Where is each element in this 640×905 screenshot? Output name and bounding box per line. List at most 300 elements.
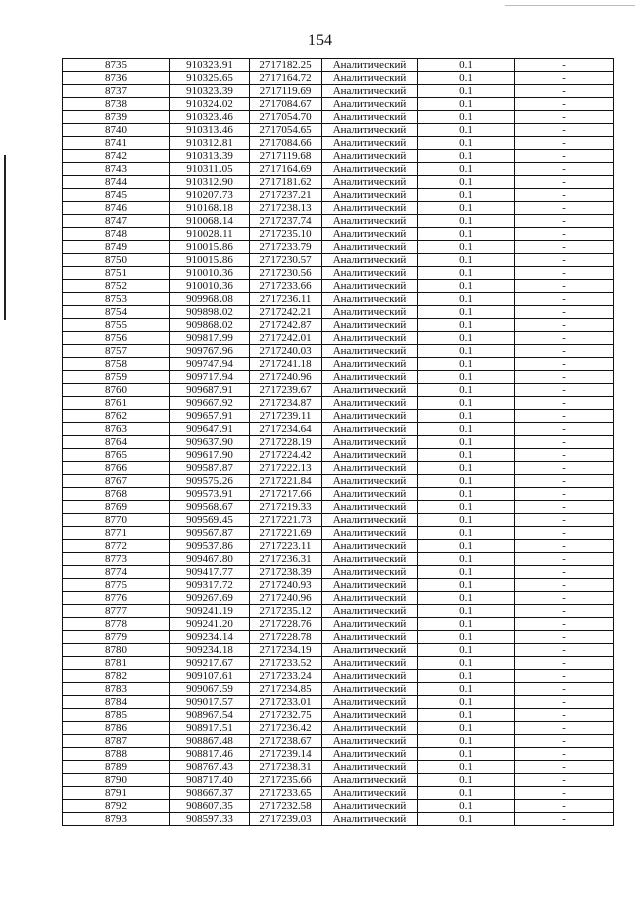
table-row (63, 280, 614, 293)
note-cell: - (515, 254, 614, 267)
point-number-cell: 8735 (63, 59, 170, 72)
accuracy-cell: 0.1 (418, 540, 515, 553)
note-cell: - (515, 527, 614, 540)
method-cell: Аналитический (322, 644, 418, 657)
x-coordinate-cell: 910010.36 (170, 267, 250, 280)
y-coordinate-cell: 2717230.56 (250, 267, 322, 280)
x-coordinate-cell: 908667.37 (170, 787, 250, 800)
table-row (63, 332, 614, 345)
table-row (63, 514, 614, 527)
x-coordinate-cell: 909267.69 (170, 592, 250, 605)
point-number-cell: 8788 (63, 748, 170, 761)
method-cell: Аналитический (322, 85, 418, 98)
point-number-cell: 8774 (63, 566, 170, 579)
note-cell: - (515, 644, 614, 657)
note-cell: - (515, 397, 614, 410)
method-cell: Аналитический (322, 774, 418, 787)
note-cell: - (515, 501, 614, 514)
note-cell: - (515, 267, 614, 280)
note-cell: - (515, 488, 614, 501)
point-number-cell: 8773 (63, 553, 170, 566)
point-number-cell: 8770 (63, 514, 170, 527)
note-cell: - (515, 709, 614, 722)
x-coordinate-cell: 910207.73 (170, 189, 250, 202)
point-number-cell: 8768 (63, 488, 170, 501)
y-coordinate-cell: 2717240.96 (250, 592, 322, 605)
method-cell: Аналитический (322, 280, 418, 293)
note-cell: - (515, 657, 614, 670)
note-cell: - (515, 358, 614, 371)
x-coordinate-cell: 909968.08 (170, 293, 250, 306)
table-row (63, 202, 614, 215)
y-coordinate-cell: 2717240.96 (250, 371, 322, 384)
accuracy-cell: 0.1 (418, 423, 515, 436)
table-row (63, 605, 614, 618)
table-row (63, 319, 614, 332)
point-number-cell: 8747 (63, 215, 170, 228)
table-row (63, 59, 614, 72)
table-row (63, 800, 614, 813)
point-number-cell: 8787 (63, 735, 170, 748)
note-cell: - (515, 735, 614, 748)
table-row (63, 722, 614, 735)
note-cell: - (515, 774, 614, 787)
accuracy-cell: 0.1 (418, 735, 515, 748)
accuracy-cell: 0.1 (418, 501, 515, 514)
note-cell: - (515, 85, 614, 98)
accuracy-cell: 0.1 (418, 215, 515, 228)
accuracy-cell: 0.1 (418, 150, 515, 163)
point-number-cell: 8763 (63, 423, 170, 436)
method-cell: Аналитический (322, 371, 418, 384)
y-coordinate-cell: 2717223.11 (250, 540, 322, 553)
x-coordinate-cell: 908717.40 (170, 774, 250, 787)
method-cell: Аналитический (322, 306, 418, 319)
point-number-cell: 8793 (63, 813, 170, 826)
table-row (63, 488, 614, 501)
table-row (63, 150, 614, 163)
method-cell: Аналитический (322, 787, 418, 800)
margin-binding-mark (4, 155, 6, 320)
method-cell: Аналитический (322, 319, 418, 332)
table-row (63, 683, 614, 696)
method-cell: Аналитический (322, 410, 418, 423)
point-number-cell: 8765 (63, 449, 170, 462)
x-coordinate-cell: 909234.14 (170, 631, 250, 644)
point-number-cell: 8743 (63, 163, 170, 176)
x-coordinate-cell: 908767.43 (170, 761, 250, 774)
accuracy-cell: 0.1 (418, 683, 515, 696)
table-row (63, 241, 614, 254)
note-cell: - (515, 605, 614, 618)
note-cell: - (515, 280, 614, 293)
note-cell: - (515, 319, 614, 332)
method-cell: Аналитический (322, 566, 418, 579)
accuracy-cell: 0.1 (418, 345, 515, 358)
x-coordinate-cell: 909717.94 (170, 371, 250, 384)
point-number-cell: 8771 (63, 527, 170, 540)
accuracy-cell: 0.1 (418, 267, 515, 280)
accuracy-cell: 0.1 (418, 488, 515, 501)
note-cell: - (515, 670, 614, 683)
accuracy-cell: 0.1 (418, 787, 515, 800)
y-coordinate-cell: 2717235.66 (250, 774, 322, 787)
note-cell: - (515, 189, 614, 202)
point-number-cell: 8777 (63, 605, 170, 618)
table-row (63, 553, 614, 566)
accuracy-cell: 0.1 (418, 514, 515, 527)
y-coordinate-cell: 2717237.74 (250, 215, 322, 228)
note-cell: - (515, 566, 614, 579)
x-coordinate-cell: 909667.92 (170, 397, 250, 410)
y-coordinate-cell: 2717228.76 (250, 618, 322, 631)
x-coordinate-cell: 910015.86 (170, 254, 250, 267)
point-number-cell: 8745 (63, 189, 170, 202)
point-number-cell: 8737 (63, 85, 170, 98)
accuracy-cell: 0.1 (418, 306, 515, 319)
point-number-cell: 8782 (63, 670, 170, 683)
method-cell: Аналитический (322, 579, 418, 592)
table-row (63, 579, 614, 592)
accuracy-cell: 0.1 (418, 475, 515, 488)
x-coordinate-cell: 909234.18 (170, 644, 250, 657)
accuracy-cell: 0.1 (418, 774, 515, 787)
point-number-cell: 8757 (63, 345, 170, 358)
method-cell: Аналитический (322, 761, 418, 774)
y-coordinate-cell: 2717232.58 (250, 800, 322, 813)
y-coordinate-cell: 2717241.18 (250, 358, 322, 371)
table-row (63, 137, 614, 150)
note-cell: - (515, 332, 614, 345)
accuracy-cell: 0.1 (418, 618, 515, 631)
note-cell: - (515, 761, 614, 774)
y-coordinate-cell: 2717240.93 (250, 579, 322, 592)
method-cell: Аналитический (322, 124, 418, 137)
table-row (63, 449, 614, 462)
accuracy-cell: 0.1 (418, 722, 515, 735)
accuracy-cell: 0.1 (418, 254, 515, 267)
accuracy-cell: 0.1 (418, 696, 515, 709)
y-coordinate-cell: 2717233.52 (250, 657, 322, 670)
x-coordinate-cell: 910323.39 (170, 85, 250, 98)
table-row (63, 358, 614, 371)
accuracy-cell: 0.1 (418, 332, 515, 345)
accuracy-cell: 0.1 (418, 462, 515, 475)
x-coordinate-cell: 909767.96 (170, 345, 250, 358)
note-cell: - (515, 553, 614, 566)
table-row (63, 475, 614, 488)
y-coordinate-cell: 2717164.69 (250, 163, 322, 176)
method-cell: Аналитический (322, 215, 418, 228)
y-coordinate-cell: 2717119.68 (250, 150, 322, 163)
accuracy-cell: 0.1 (418, 800, 515, 813)
table-row (63, 709, 614, 722)
y-coordinate-cell: 2717233.01 (250, 696, 322, 709)
y-coordinate-cell: 2717236.11 (250, 293, 322, 306)
note-cell: - (515, 618, 614, 631)
note-cell: - (515, 98, 614, 111)
method-cell: Аналитический (322, 332, 418, 345)
point-number-cell: 8740 (63, 124, 170, 137)
accuracy-cell: 0.1 (418, 319, 515, 332)
note-cell: - (515, 163, 614, 176)
x-coordinate-cell: 908917.51 (170, 722, 250, 735)
table-row (63, 462, 614, 475)
x-coordinate-cell: 908967.54 (170, 709, 250, 722)
table-row (63, 657, 614, 670)
note-cell: - (515, 462, 614, 475)
note-cell: - (515, 436, 614, 449)
method-cell: Аналитический (322, 631, 418, 644)
table-row (63, 228, 614, 241)
note-cell: - (515, 813, 614, 826)
y-coordinate-cell: 2717236.31 (250, 553, 322, 566)
table-row (63, 540, 614, 553)
x-coordinate-cell: 909067.59 (170, 683, 250, 696)
note-cell: - (515, 202, 614, 215)
accuracy-cell: 0.1 (418, 124, 515, 137)
x-coordinate-cell: 909637.90 (170, 436, 250, 449)
table-row (63, 85, 614, 98)
table-row (63, 293, 614, 306)
x-coordinate-cell: 909657.91 (170, 410, 250, 423)
point-number-cell: 8784 (63, 696, 170, 709)
point-number-cell: 8781 (63, 657, 170, 670)
accuracy-cell: 0.1 (418, 163, 515, 176)
x-coordinate-cell: 910010.36 (170, 280, 250, 293)
note-cell: - (515, 345, 614, 358)
table-row (63, 787, 614, 800)
accuracy-cell: 0.1 (418, 709, 515, 722)
table-row (63, 527, 614, 540)
y-coordinate-cell: 2717238.39 (250, 566, 322, 579)
method-cell: Аналитический (322, 748, 418, 761)
accuracy-cell: 0.1 (418, 293, 515, 306)
x-coordinate-cell: 909898.02 (170, 306, 250, 319)
x-coordinate-cell: 909569.45 (170, 514, 250, 527)
note-cell: - (515, 592, 614, 605)
accuracy-cell: 0.1 (418, 436, 515, 449)
note-cell: - (515, 722, 614, 735)
y-coordinate-cell: 2717221.73 (250, 514, 322, 527)
accuracy-cell: 0.1 (418, 592, 515, 605)
page-number: 154 (308, 32, 332, 49)
x-coordinate-cell: 909537.86 (170, 540, 250, 553)
method-cell: Аналитический (322, 449, 418, 462)
method-cell: Аналитический (322, 488, 418, 501)
accuracy-cell: 0.1 (418, 553, 515, 566)
method-cell: Аналитический (322, 59, 418, 72)
y-coordinate-cell: 2717242.87 (250, 319, 322, 332)
note-cell: - (515, 111, 614, 124)
note-cell: - (515, 540, 614, 553)
method-cell: Аналитический (322, 72, 418, 85)
table-row (63, 813, 614, 826)
x-coordinate-cell: 909575.26 (170, 475, 250, 488)
point-number-cell: 8776 (63, 592, 170, 605)
accuracy-cell: 0.1 (418, 410, 515, 423)
point-number-cell: 8789 (63, 761, 170, 774)
point-number-cell: 8778 (63, 618, 170, 631)
y-coordinate-cell: 2717221.69 (250, 527, 322, 540)
y-coordinate-cell: 2717239.67 (250, 384, 322, 397)
point-number-cell: 8764 (63, 436, 170, 449)
method-cell: Аналитический (322, 150, 418, 163)
y-coordinate-cell: 2717217.66 (250, 488, 322, 501)
note-cell: - (515, 215, 614, 228)
point-number-cell: 8741 (63, 137, 170, 150)
point-number-cell: 8750 (63, 254, 170, 267)
point-number-cell: 8738 (63, 98, 170, 111)
point-number-cell: 8753 (63, 293, 170, 306)
table-row (63, 384, 614, 397)
accuracy-cell: 0.1 (418, 761, 515, 774)
x-coordinate-cell: 909567.87 (170, 527, 250, 540)
y-coordinate-cell: 2717084.67 (250, 98, 322, 111)
method-cell: Аналитический (322, 605, 418, 618)
x-coordinate-cell: 910015.86 (170, 241, 250, 254)
accuracy-cell: 0.1 (418, 384, 515, 397)
x-coordinate-cell: 908867.48 (170, 735, 250, 748)
y-coordinate-cell: 2717224.42 (250, 449, 322, 462)
point-number-cell: 8746 (63, 202, 170, 215)
y-coordinate-cell: 2717233.79 (250, 241, 322, 254)
method-cell: Аналитический (322, 475, 418, 488)
method-cell: Аналитический (322, 384, 418, 397)
x-coordinate-cell: 909217.67 (170, 657, 250, 670)
note-cell: - (515, 683, 614, 696)
y-coordinate-cell: 2717239.14 (250, 748, 322, 761)
y-coordinate-cell: 2717054.65 (250, 124, 322, 137)
y-coordinate-cell: 2717239.11 (250, 410, 322, 423)
accuracy-cell: 0.1 (418, 397, 515, 410)
table-row (63, 735, 614, 748)
x-coordinate-cell: 909241.20 (170, 618, 250, 631)
note-cell: - (515, 800, 614, 813)
accuracy-cell: 0.1 (418, 59, 515, 72)
point-number-cell: 8752 (63, 280, 170, 293)
method-cell: Аналитический (322, 553, 418, 566)
point-number-cell: 8767 (63, 475, 170, 488)
point-number-cell: 8772 (63, 540, 170, 553)
point-number-cell: 8760 (63, 384, 170, 397)
note-cell: - (515, 306, 614, 319)
x-coordinate-cell: 909587.87 (170, 462, 250, 475)
accuracy-cell: 0.1 (418, 85, 515, 98)
point-number-cell: 8748 (63, 228, 170, 241)
table-row (63, 592, 614, 605)
point-number-cell: 8779 (63, 631, 170, 644)
accuracy-cell: 0.1 (418, 358, 515, 371)
y-coordinate-cell: 2717233.66 (250, 280, 322, 293)
note-cell: - (515, 579, 614, 592)
table-row (63, 748, 614, 761)
y-coordinate-cell: 2717234.87 (250, 397, 322, 410)
method-cell: Аналитический (322, 267, 418, 280)
point-number-cell: 8755 (63, 319, 170, 332)
accuracy-cell: 0.1 (418, 189, 515, 202)
point-number-cell: 8790 (63, 774, 170, 787)
method-cell: Аналитический (322, 501, 418, 514)
method-cell: Аналитический (322, 735, 418, 748)
method-cell: Аналитический (322, 176, 418, 189)
table-row (63, 566, 614, 579)
x-coordinate-cell: 910068.14 (170, 215, 250, 228)
coordinates-table-body (63, 59, 614, 826)
point-number-cell: 8761 (63, 397, 170, 410)
method-cell: Аналитический (322, 423, 418, 436)
point-number-cell: 8739 (63, 111, 170, 124)
x-coordinate-cell: 909241.19 (170, 605, 250, 618)
point-number-cell: 8756 (63, 332, 170, 345)
method-cell: Аналитический (322, 137, 418, 150)
y-coordinate-cell: 2717228.19 (250, 436, 322, 449)
note-cell: - (515, 748, 614, 761)
method-cell: Аналитический (322, 98, 418, 111)
note-cell: - (515, 72, 614, 85)
accuracy-cell: 0.1 (418, 657, 515, 670)
point-number-cell: 8751 (63, 267, 170, 280)
point-number-cell: 8736 (63, 72, 170, 85)
x-coordinate-cell: 909017.57 (170, 696, 250, 709)
method-cell: Аналитический (322, 189, 418, 202)
accuracy-cell: 0.1 (418, 644, 515, 657)
x-coordinate-cell: 909467.80 (170, 553, 250, 566)
method-cell: Аналитический (322, 254, 418, 267)
table-row (63, 774, 614, 787)
note-cell: - (515, 449, 614, 462)
x-coordinate-cell: 909687.91 (170, 384, 250, 397)
x-coordinate-cell: 910028.11 (170, 228, 250, 241)
point-number-cell: 8785 (63, 709, 170, 722)
method-cell: Аналитический (322, 618, 418, 631)
x-coordinate-cell: 910325.65 (170, 72, 250, 85)
table-row (63, 111, 614, 124)
note-cell: - (515, 176, 614, 189)
note-cell: - (515, 423, 614, 436)
note-cell: - (515, 371, 614, 384)
point-number-cell: 8791 (63, 787, 170, 800)
table-row (63, 176, 614, 189)
accuracy-cell: 0.1 (418, 631, 515, 644)
method-cell: Аналитический (322, 228, 418, 241)
table-row (63, 215, 614, 228)
x-coordinate-cell: 909868.02 (170, 319, 250, 332)
method-cell: Аналитический (322, 800, 418, 813)
y-coordinate-cell: 2717238.13 (250, 202, 322, 215)
method-cell: Аналитический (322, 358, 418, 371)
y-coordinate-cell: 2717239.03 (250, 813, 322, 826)
point-number-cell: 8775 (63, 579, 170, 592)
accuracy-cell: 0.1 (418, 98, 515, 111)
table-row (63, 670, 614, 683)
y-coordinate-cell: 2717233.65 (250, 787, 322, 800)
method-cell: Аналитический (322, 345, 418, 358)
method-cell: Аналитический (322, 683, 418, 696)
point-number-cell: 8769 (63, 501, 170, 514)
accuracy-cell: 0.1 (418, 748, 515, 761)
y-coordinate-cell: 2717235.10 (250, 228, 322, 241)
note-cell: - (515, 150, 614, 163)
accuracy-cell: 0.1 (418, 176, 515, 189)
x-coordinate-cell: 910323.91 (170, 59, 250, 72)
accuracy-cell: 0.1 (418, 228, 515, 241)
table-row (63, 423, 614, 436)
table-row (63, 254, 614, 267)
note-cell: - (515, 293, 614, 306)
table-row (63, 124, 614, 137)
y-coordinate-cell: 2717234.64 (250, 423, 322, 436)
